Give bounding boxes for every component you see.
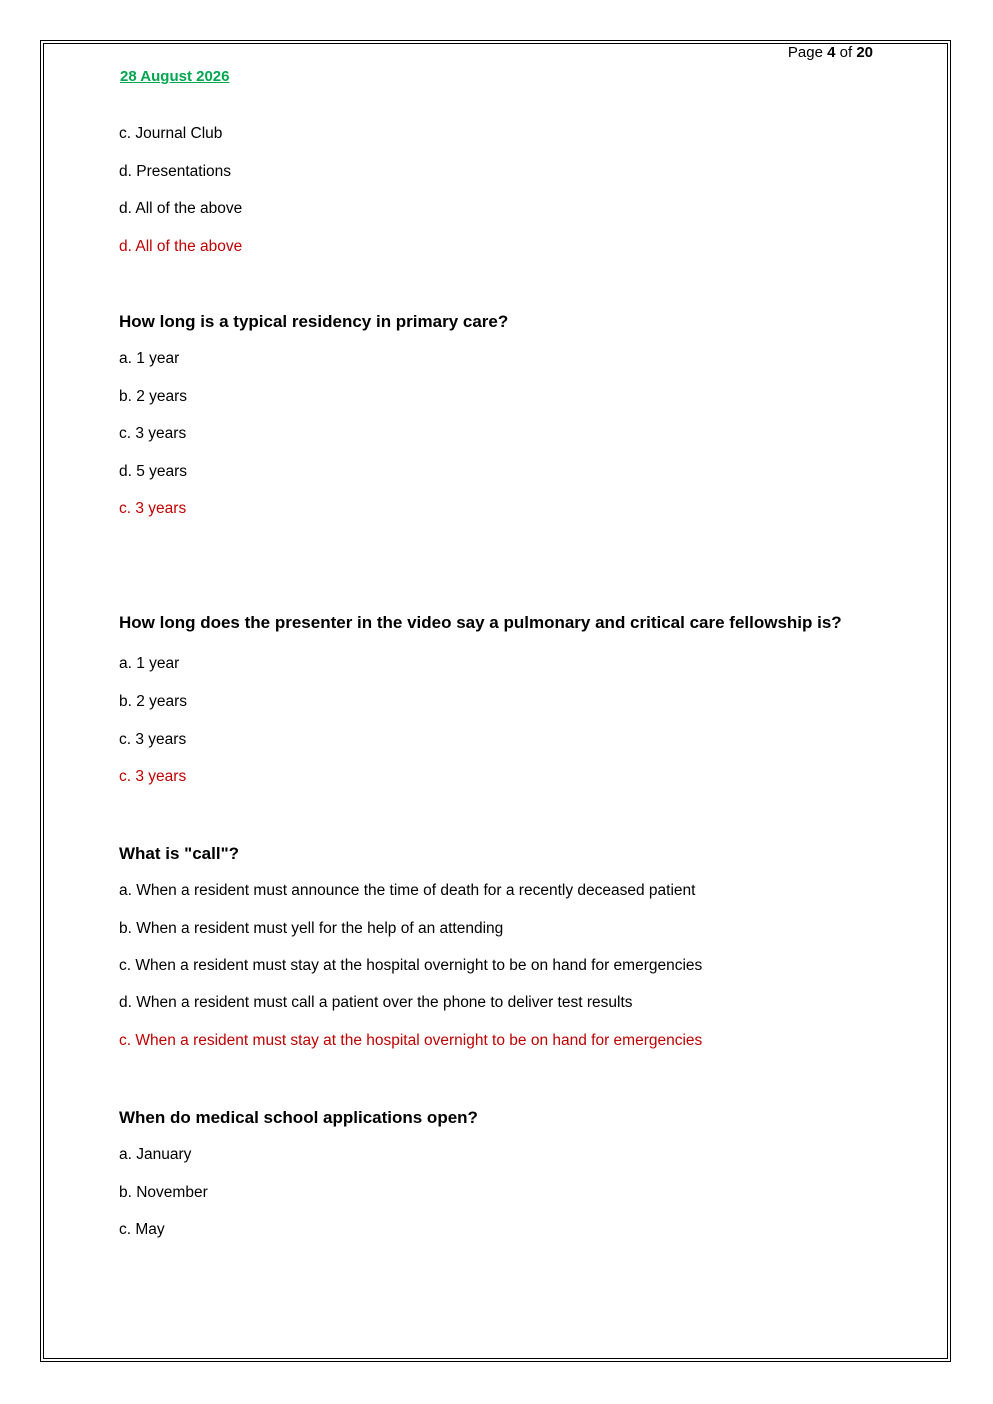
question-text: When do medical school applications open? [119,1108,478,1127]
page-current: 4 [827,44,836,61]
question-text: How long does the presenter in the video say a pulmonary and critical care fellowship is? [119,613,842,632]
answer-key: c. When a resident must stay at the hospital overnight to be on hand for emergencies [119,1032,703,1049]
option-item: a. January [119,1146,192,1163]
answer-key: c. 3 years [119,500,187,517]
option-item: d. When a resident must call a patient over the phone to deliver test results [119,994,633,1011]
option-item: c. 3 years [119,425,187,442]
document-date: 28 August 2026 [120,68,230,85]
page-total: 20 [856,44,873,61]
option-item: b. 2 years [119,388,188,405]
option-item: b. 2 years [119,693,188,710]
option-item: d. All of the above [119,200,243,217]
option-item: c. When a resident must stay at the hospital overnight to be on hand for emergencies [119,957,703,974]
option-item: d. 5 years [119,463,188,480]
option-item: a. When a resident must announce the time of death for a recently deceased patient [119,882,696,899]
option-item: a. 1 year [119,655,180,672]
option-item: c. Journal Club [119,125,223,142]
page-of-label: of [839,44,853,61]
answer-key: d. All of the above [119,238,243,255]
option-item: d. Presentations [119,163,232,180]
page-label: Page [787,44,823,61]
option-item: c. 3 years [119,731,187,748]
option-item: a. 1 year [119,350,180,367]
page-number [788,44,873,62]
question-text: How long is a typical residency in primary care? [119,312,509,331]
question-text: What is "call"? [119,844,240,863]
answer-key: c. 3 years [119,768,187,785]
option-item: b. November [119,1184,208,1201]
option-item: b. When a resident must yell for the help of an attending [119,920,504,937]
option-item: c. May [119,1221,165,1238]
